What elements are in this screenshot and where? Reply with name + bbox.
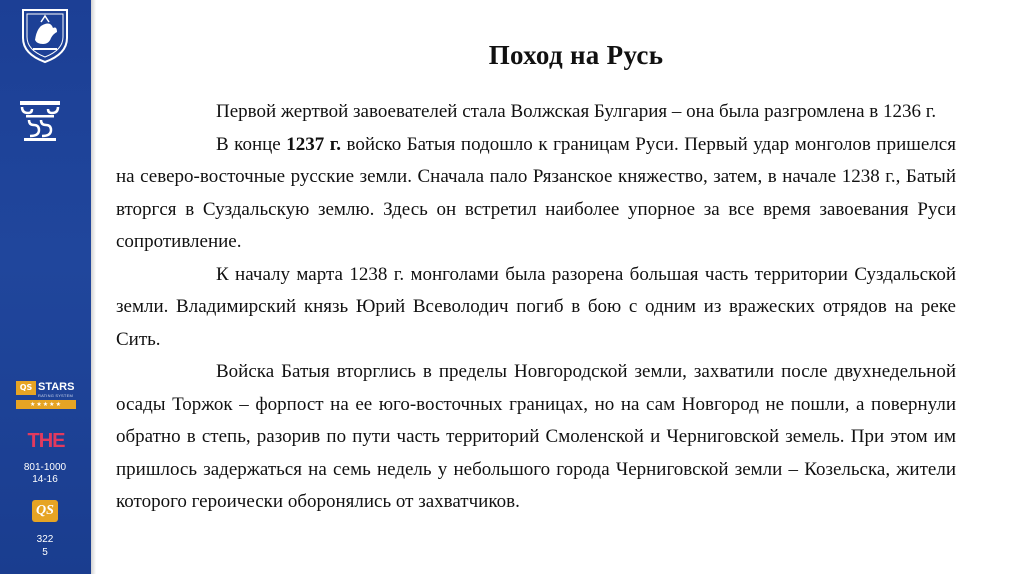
slide-title: Поход на Русь (488, 40, 664, 70)
paragraph-2 (116, 129, 956, 259)
paragraph-4 (116, 356, 956, 519)
paragraph-text: Войска Батыя вторглись в пределы Новгородской земли, захватили после двухнедельной осады Торжок – форпост на ее юго-восточных границах, но на сам Новгород не пошли, а повернули обратно в степь, разорив по пути часть территорий Смоленской и Черниговской земель. При этом им пришлось задержаться на семь недель у небольшого города Черниговской земли – Козельска, жители которого героически оборонялись от захватчиков. (116, 361, 956, 512)
sidebar-shadow (91, 0, 96, 574)
stars-label: STARS (38, 381, 75, 393)
column-icon (18, 98, 62, 142)
paragraph-text: войско Батыя подошло к границам Руси. Первый удар монголов пришелся на северо-восточные русские земли. Сначала пало Рязанское княжество, затем, в начале 1238 г., Батый вторгся в Суздальскую землю. Здесь он встретил наиболее упорное за все время завоевания Руси сопротивление. (116, 133, 956, 252)
paragraph-text: В конце (216, 133, 287, 155)
sidebar (0, 0, 91, 574)
paragraph-text: К началу марта 1238 г. монголами была разорена большая часть территории Суздальской земли. Владимирский князь Юрий Всеволодич погиб в бою с одним из вражеских отрядов на реке Сить. (116, 263, 956, 350)
qs-stars-badge (16, 381, 78, 411)
qs-rank: 322 (36, 534, 54, 545)
university-emblem-icon (15, 4, 75, 64)
slide-body (116, 96, 956, 519)
qs-year: 5 (42, 547, 48, 558)
year-highlight: 1237 г. (286, 133, 341, 155)
qs-logo: QS (32, 500, 58, 522)
paragraph-text: Первой жертвой завоевателей стала Волжская Булгария – она была разгромлена в 1236 г. (216, 101, 937, 122)
paragraph-3 (116, 259, 956, 357)
qs-stars-logo: QS (16, 381, 36, 395)
paragraph-1 (116, 96, 956, 129)
stars-sub-label: RATING SYSTEM (38, 393, 73, 398)
the-logo: THE (27, 430, 65, 452)
the-rank: 801-1000 (23, 462, 67, 473)
the-years: 14-16 (32, 474, 58, 485)
stars-rating-icon: ★★★★★ (16, 400, 76, 409)
